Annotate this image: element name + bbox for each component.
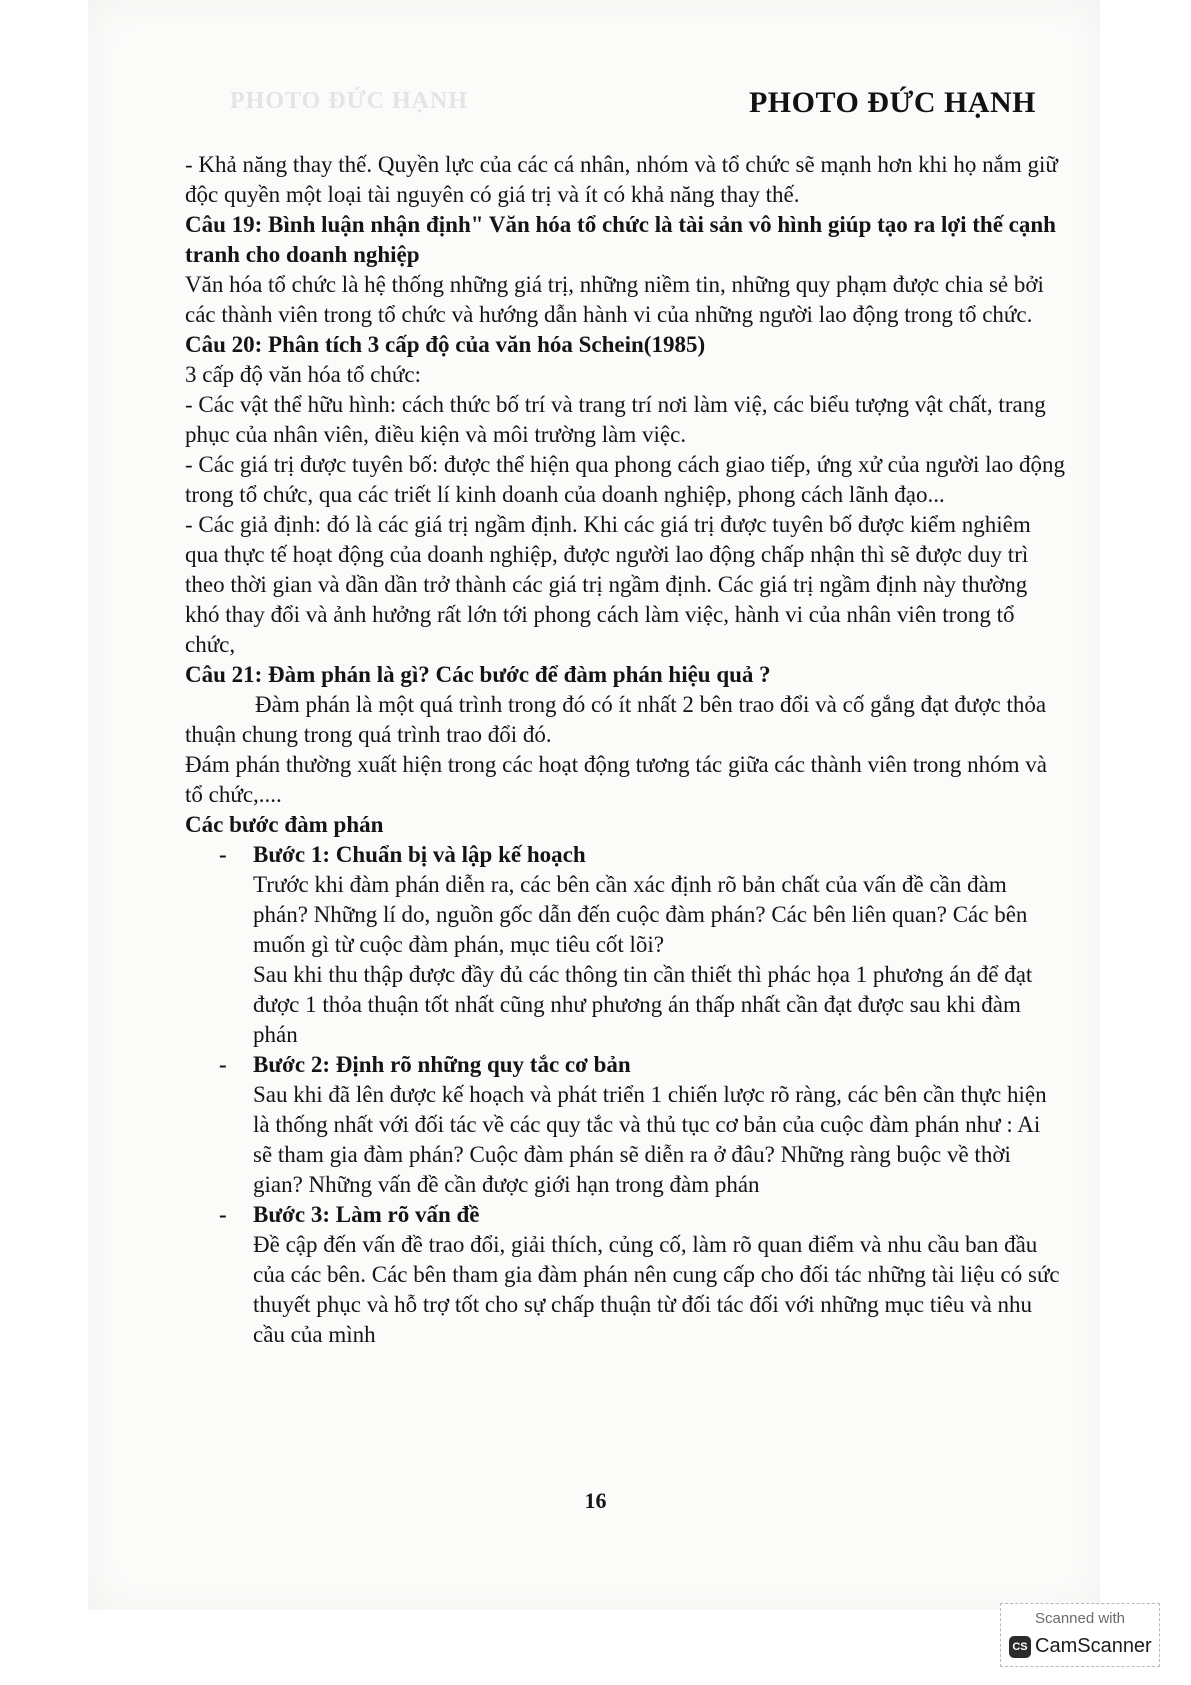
step-1-body: Trước khi đàm phán diễn ra, các bên cần xác định rõ bản chất của vấn đề cần đàm phán? Những lí do, nguồn gốc dẫn đến cuộc đàm phán? Các bên liên quan? Các bên muốn gì từ cuộc đàm phán, mục tiêu cốt lõi? <box>253 872 1028 957</box>
watermark-brand: CamScanner <box>1035 1635 1152 1657</box>
step-3-body: Đề cập đến vấn đề trao đổi, giải thích, củng cố, làm rõ quan điểm và nhu cầu ban đầu của các bên. Các bên tham gia đàm phán nên cung cấp cho đối tác những tài liệu có sức thuyết phục và hỗ trợ tốt cho sự chấp thuận từ đối tác đối với những mục tiêu và nhu cầu của mình <box>253 1232 1060 1347</box>
question-20-item-3: - Các giả định: đó là các giá trị ngầm định. Khi các giá trị được tuyên bố được kiểm nghiêm qua thực tế hoạt động của doanh nghiệp, được người lao động chấp nhận thì sẽ được duy trì theo thời gian và dần dần trở thành các giá trị ngầm định. Các giá trị ngầm định này thường khó thay đổi và ảnh hưởng rất lớn tới phong cách làm việc, hành vi của nhân viên trong tổ chức, <box>185 512 1031 657</box>
page-number: 16 <box>584 1488 607 1513</box>
step-item <box>185 1200 1065 1350</box>
step-bullet: - <box>219 1052 227 1077</box>
camscanner-logo-icon: CS <box>1009 1636 1031 1658</box>
step-2-title: Bước 2: Định rõ những quy tắc cơ bản <box>253 1052 631 1077</box>
question-19-title: Câu 19: Bình luận nhận định" Văn hóa tổ chức là tài sản vô hình giúp tạo ra lợi thế cạnh tranh cho doanh nghiệp <box>185 212 1056 267</box>
step-3-title: Bước 3: Làm rõ vấn đề <box>253 1202 480 1227</box>
step-bullet: - <box>219 842 227 867</box>
watermark-caption: Scanned with <box>1034 1610 1126 1627</box>
step-item <box>185 1050 1065 1200</box>
question-20-title: Câu 20: Phân tích 3 cấp độ của văn hóa Schein(1985) <box>185 332 706 357</box>
page-header: PHOTO ĐỨC HẠNH <box>748 86 1036 119</box>
question-21-title: Câu 21: Đàm phán là gì? Các bước để đàm phán hiệu quả ? <box>185 662 771 687</box>
question-20-item-2: - Các giá trị được tuyên bố: được thể hiện qua phong cách giao tiếp, ứng xử của người lao động trong tổ chức, qua các triết lí kinh doanh của doanh nghiệp, phong cách lãnh đạo... <box>185 452 1065 507</box>
document-body <box>185 150 1065 1350</box>
question-19-body: Văn hóa tổ chức là hệ thống những giá trị, những niềm tin, những quy phạm được chia sẻ bởi các thành viên trong tổ chức và hướng dẫn hành vi của những người lao động trong tổ chức. <box>185 272 1044 327</box>
question-21-paragraph-2: Đám phán thường xuất hiện trong các hoạt động tương tác giữa các thành viên trong nhóm và tổ chức,.... <box>185 752 1048 807</box>
bleed-through-header: PHOTO ĐỨC HẠNH <box>230 88 469 114</box>
step-1-title: Bước 1: Chuẩn bị và lập kế hoạch <box>253 842 586 867</box>
step-item <box>185 840 1065 1050</box>
step-2-body: Sau khi đã lên được kế hoạch và phát triển 1 chiến lược rõ ràng, các bên cần thực hiện là thống nhất với đối tác về các quy tắc và thủ tục cơ bản của cuộc đàm phán như : Ai sẽ tham gia đàm phán? Cuộc đàm phán sẽ diễn ra ở đâu? Những ràng buộc về thời gian? Những vấn đề cần được giới hạn trong đàm phán <box>253 1082 1047 1197</box>
step-1-body-2: Sau khi thu thập được đầy đủ các thông tin cần thiết thì phác họa 1 phương án để đạt được 1 thỏa thuận tốt nhất cũng như phương án thấp nhất cần đạt được sau khi đàm phán <box>253 962 1033 1047</box>
intro-paragraph: - Khả năng thay thế. Quyền lực của các cá nhân, nhóm và tổ chức sẽ mạnh hơn khi họ nắm giữ độc quyền một loại tài nguyên có giá trị và ít có khả năng thay thế. <box>185 152 1058 207</box>
question-20-item-1: - Các vật thể hữu hình: cách thức bố trí và trang trí nơi làm việ, các biểu tượng vật chất, trang phục của nhân viên, điều kiện và môi trường làm việc. <box>185 392 1046 447</box>
question-21-paragraph-1: Đàm phán là một quá trình trong đó có ít nhất 2 bên trao đổi và cố gắng đạt được thỏa thuận chung trong quá trình trao đổi đó. <box>185 692 1047 747</box>
steps-heading: Các bước đàm phán <box>185 812 384 837</box>
steps-list <box>185 840 1065 1350</box>
step-bullet: - <box>219 1202 227 1227</box>
camscanner-watermark <box>1000 1603 1160 1667</box>
question-20-lead: 3 cấp độ văn hóa tổ chức: <box>185 362 421 387</box>
